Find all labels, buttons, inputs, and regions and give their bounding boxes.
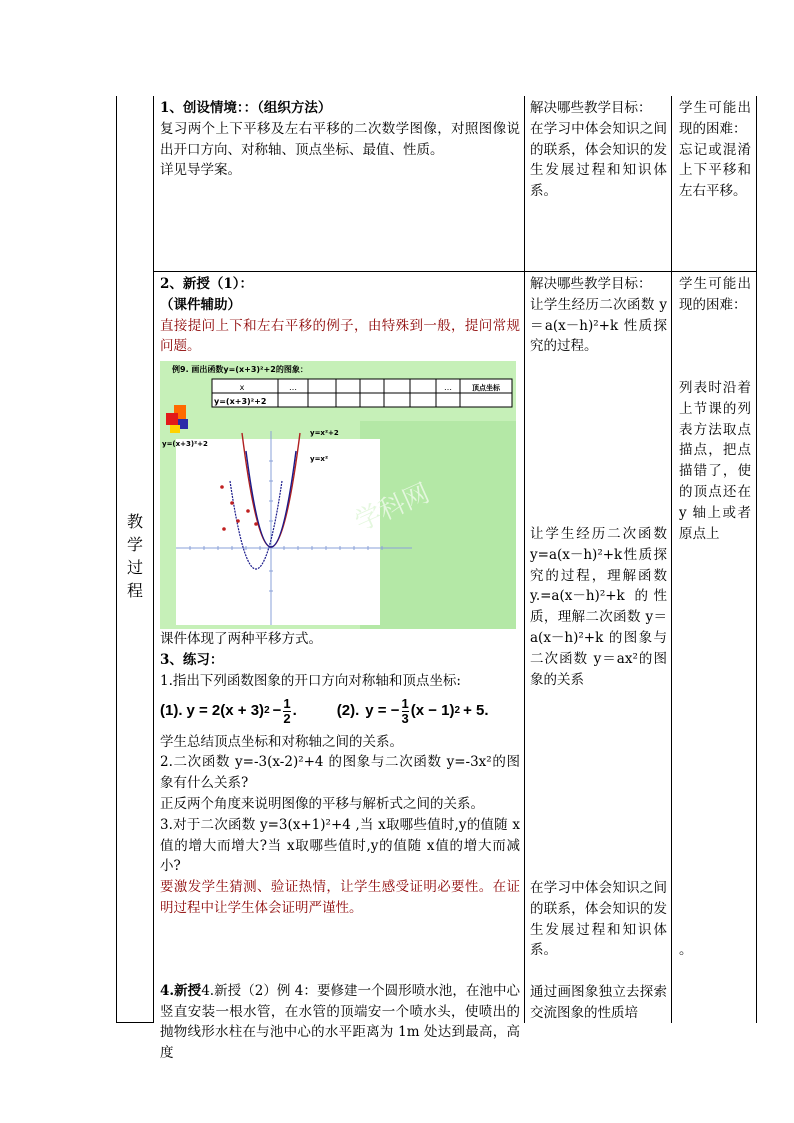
formula-1-main: y = 2(x + 3) — [186, 702, 265, 720]
exercise-1-summary: 学生总结顶点坐标和对称轴之间的关系。 — [160, 733, 403, 750]
curve-label-shifted: y=(x+3)²+2 — [162, 440, 208, 449]
exercise-2: 2.二次函数 y=-3(x-2)²+4 的图象与二次函数 y=-3x²的图象有什么关系? — [160, 754, 520, 792]
row2-goal-3: 在学习中体会知识之间的联系，体会知识的发生发展过程和知识体系。 — [530, 880, 667, 959]
row2-goals — [530, 274, 667, 357]
row2-caption: 课件体现了两种平移方式。 — [160, 631, 322, 648]
decor-block-yellow — [170, 425, 180, 433]
section-label-teaching-process: 教 学 过 程 — [126, 512, 143, 600]
formula-2-main: y = − — [365, 702, 400, 720]
row2-goal-1: 让学生经历二次函数 y＝a(x－h)²+k 性质探究的过程。 — [530, 296, 667, 355]
row2-red-text: 直接提问上下和左右平移的例子，由特殊到一般，提问常规问题。 — [160, 317, 520, 355]
formula-1-minus: − — [272, 702, 282, 720]
table-function-label: y=(x+3)²+2 — [214, 397, 267, 407]
row2-diff-heading: 学生可能出现的困难： — [679, 276, 751, 313]
exercise-heading: 3、练习： — [160, 651, 224, 668]
row2-goal-heading: 解决哪些教学目标： — [530, 276, 652, 292]
table-dots-left: … — [289, 383, 297, 393]
row1-goals — [530, 98, 667, 202]
formula-2-exp: 2 — [454, 705, 461, 717]
row2-difficulties — [679, 274, 751, 316]
exercise-3: 3.对于二次函数 y=3(x+1)²+4 ,当 x取哪些值时,y的值随 x值的增大而增大?当 x取哪些值时,y的值随 x值的增大而减小? — [160, 816, 520, 875]
row2-heading: 2、新授（1）： — [160, 276, 254, 292]
formula-2-paren: (x − 1) — [410, 702, 455, 720]
table-vertex-label: 顶点坐标 — [472, 384, 500, 393]
row1-difficulties — [679, 98, 751, 202]
table-dots-right: … — [444, 383, 452, 393]
formula-1-label: (1). — [160, 702, 183, 720]
exercise-3-red-text: 要激发学生猜测、验证热情，让学生感受证明必要性。在证明过程中让学生体会证明严谨性。 — [160, 879, 520, 916]
example-title: 例9. 画出函数y=(x+3)²+2的图象： — [172, 365, 308, 375]
row1-goal-body: 在学习中体会知识之间的联系，体会知识的发生发展过程和知识体系。 — [530, 120, 667, 200]
row1-diff-heading: 学生可能出现的困难： — [679, 100, 751, 137]
table-bottom-left — [116, 1022, 154, 1023]
row1-diff-body: 忘记或混淆上下平移和左右平移。 — [679, 141, 751, 200]
courseware-image — [160, 361, 516, 629]
exercise-2-summary: 正反两个角度来说明图像的平移与解析式之间的关系。 — [160, 795, 484, 812]
row1-content — [160, 98, 520, 181]
decor-block-red — [166, 413, 178, 425]
formula-2-tail: + 5. — [463, 702, 489, 720]
formula-2-fraction: $\frac{1}{3}$ — [401, 696, 409, 727]
row1-heading: 1、创设情境：：（组织方法） — [160, 100, 332, 116]
curve-label-up: y=x²+2 — [310, 429, 339, 438]
formula-1-exp: 2 — [264, 705, 270, 717]
curve-label-base: y=x² — [310, 455, 329, 464]
row1-goal-heading: 解决哪些教学目标： — [530, 100, 652, 116]
row2-content — [160, 274, 520, 1064]
table-right-border — [756, 96, 757, 1023]
table-left-border — [116, 96, 117, 1023]
formula-1-fraction: $\frac{1}{2}$ — [283, 696, 291, 727]
new-lesson-2: 4.新授4.新授（2）例 4：要修建一个圆形喷水池，在池中心竖直安装一根水管，在水管的顶端安一个喷水头，使喷出的抛物线形水柱在与池中心的水平距离为 1m 处达到最高，高度 — [160, 982, 520, 1062]
watermark-text: 学科网 — [350, 478, 435, 538]
table-col-divider-1 — [153, 96, 154, 1023]
table-x-label: x — [239, 383, 245, 393]
parabola-graph-image — [160, 361, 516, 629]
exercise-1-formulas: (1). y = 2(x + 3) 2 − $\frac{1}{2}$ . (2). y = − $\frac{1}{3}$ (x − 1) 2 + 5. — [160, 696, 489, 727]
row2-goal-2: 让学生经历二次函数 y=a(x－h)²+k性质探究的过程，理解函数 y.=a(x－h)²+k 的性质，理解二次函数 y＝a(x－h)²+k 的图象与二次函数 y＝ax²的图象的关系 — [530, 526, 667, 688]
row1-note: 详见导学案。 — [160, 162, 241, 179]
row2-diff-body: 列表时沿着上节课的列表方法取点描点，把点描错了，使的顶点还在 y 轴上或者原点上 — [679, 380, 751, 542]
plot-area — [176, 439, 380, 625]
row2-diff-end: 。 — [679, 942, 693, 958]
row2-subheading: （课件辅助） — [160, 296, 241, 313]
table-col-divider-2 — [524, 96, 525, 1023]
table-col-divider-3 — [671, 96, 672, 1023]
table-row-divider — [153, 271, 757, 272]
row2-goal-4: 通过画图象独立去探索交流图象的性质培 — [530, 984, 667, 1021]
exercise-1: 1.指出下列函数图象的开口方向对称轴和顶点坐标: — [160, 672, 461, 689]
row1-body: 复习两个上下平移及左右平移的二次数学图像，对照图像说出开口方向、对称轴、顶点坐标、最值、性质。 — [160, 120, 520, 158]
formula-2-label: (2). — [336, 702, 360, 720]
